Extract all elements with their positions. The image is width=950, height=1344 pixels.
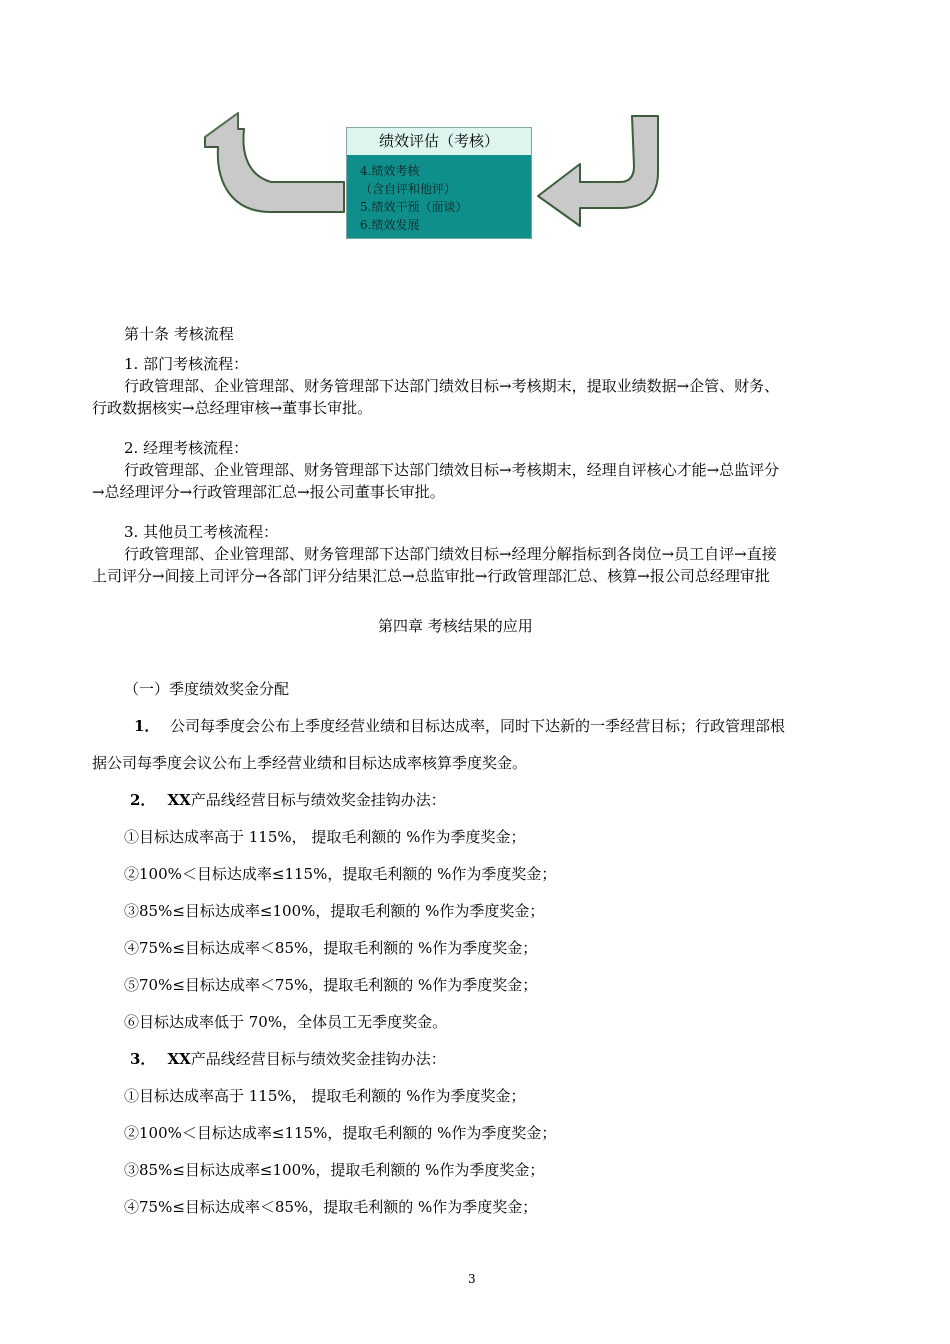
bonus-rule: ①目标达成率高于 115%， 提取毛利额的 %作为季度奖金； — [124, 1087, 526, 1105]
item-text-line: 行政数据核实→总经理审核→董事长审批。 — [92, 399, 373, 417]
item-title: 2. 经理考核流程： — [124, 439, 249, 457]
box-title: 绩效评估（考核） — [347, 128, 531, 155]
box-line-4: 6.绩效发展 — [360, 218, 420, 232]
item-title: 3. 其他员工考核流程： — [124, 523, 279, 541]
box-line-3: 5.绩效干预（面谈） — [360, 200, 468, 214]
bonus-rule: ③85%≤目标达成率≤100%，提取毛利额的 %作为季度奖金； — [124, 902, 545, 920]
bonus-rule: ⑥目标达成率低于 70%，全体员工无季度奖金。 — [124, 1013, 448, 1031]
paragraph-line: 据公司每季度会议公布上季经营业绩和目标达成率核算季度奖金。 — [92, 754, 528, 772]
bonus-rule: ④75%≤目标达成率＜85%，提取毛利额的 %作为季度奖金； — [124, 1198, 538, 1216]
performance-evaluation-box — [346, 127, 532, 239]
chapter-title: 第四章 考核结果的应用 — [378, 617, 533, 635]
paragraph-heading: 3． XX产品线经营目标与绩效奖金挂钩办法： — [130, 1050, 446, 1068]
item-text-line: 行政管理部、企业管理部、财务管理部下达部门绩效目标→考核期末，经理自评核心才能→总监评分 — [124, 461, 780, 479]
paragraph-heading: 2． XX产品线经营目标与绩效奖金挂钩办法： — [130, 791, 446, 809]
bonus-rule: ①目标达成率高于 115%， 提取毛利额的 %作为季度奖金； — [124, 828, 526, 846]
bonus-rule: ④75%≤目标达成率＜85%，提取毛利额的 %作为季度奖金； — [124, 939, 538, 957]
bonus-rule: ⑤70%≤目标达成率＜75%，提取毛利额的 %作为季度奖金； — [124, 976, 538, 994]
item-title: 1. 部门考核流程： — [124, 355, 249, 373]
paragraph-line: 公司每季度会公布上季度经营业绩和目标达成率，同时下达新的一季经营目标；行政管理部根 — [170, 717, 786, 735]
box-line-2: （含自评和他评） — [360, 182, 457, 196]
bonus-rule: ②100%＜目标达成率≤115%，提取毛利额的 %作为季度奖金； — [124, 865, 557, 883]
bonus-rule: ③85%≤目标达成率≤100%，提取毛利额的 %作为季度奖金； — [124, 1161, 545, 1179]
page-number: 3 — [468, 1272, 476, 1286]
item-text-line: →总经理评分→行政管理部汇总→报公司董事长审批。 — [92, 483, 445, 501]
box-line-1: 4.绩效考核 — [360, 164, 420, 178]
section-heading: （一）季度绩效奖金分配 — [124, 680, 290, 698]
item-text-line: 上司评分→间接上司评分→各部门评分结果汇总→总监审批→行政管理部汇总、核算→报公司总经理审批 — [92, 567, 770, 585]
item-text-line: 行政管理部、企业管理部、财务管理部下达部门绩效目标→经理分解指标到各岗位→员工自评→直接 — [124, 545, 777, 563]
u-turn-left-arrow-icon — [176, 112, 346, 222]
item-text-line: 行政管理部、企业管理部、财务管理部下达部门绩效目标→考核期末，提取业绩数据→企管、财务、 — [124, 377, 780, 395]
paragraph-number: 1． — [134, 717, 160, 735]
hook-arrow-left-icon — [536, 112, 666, 230]
article-heading: 第十条 考核流程 — [124, 325, 234, 343]
bonus-rule: ②100%＜目标达成率≤115%，提取毛利额的 %作为季度奖金； — [124, 1124, 557, 1142]
